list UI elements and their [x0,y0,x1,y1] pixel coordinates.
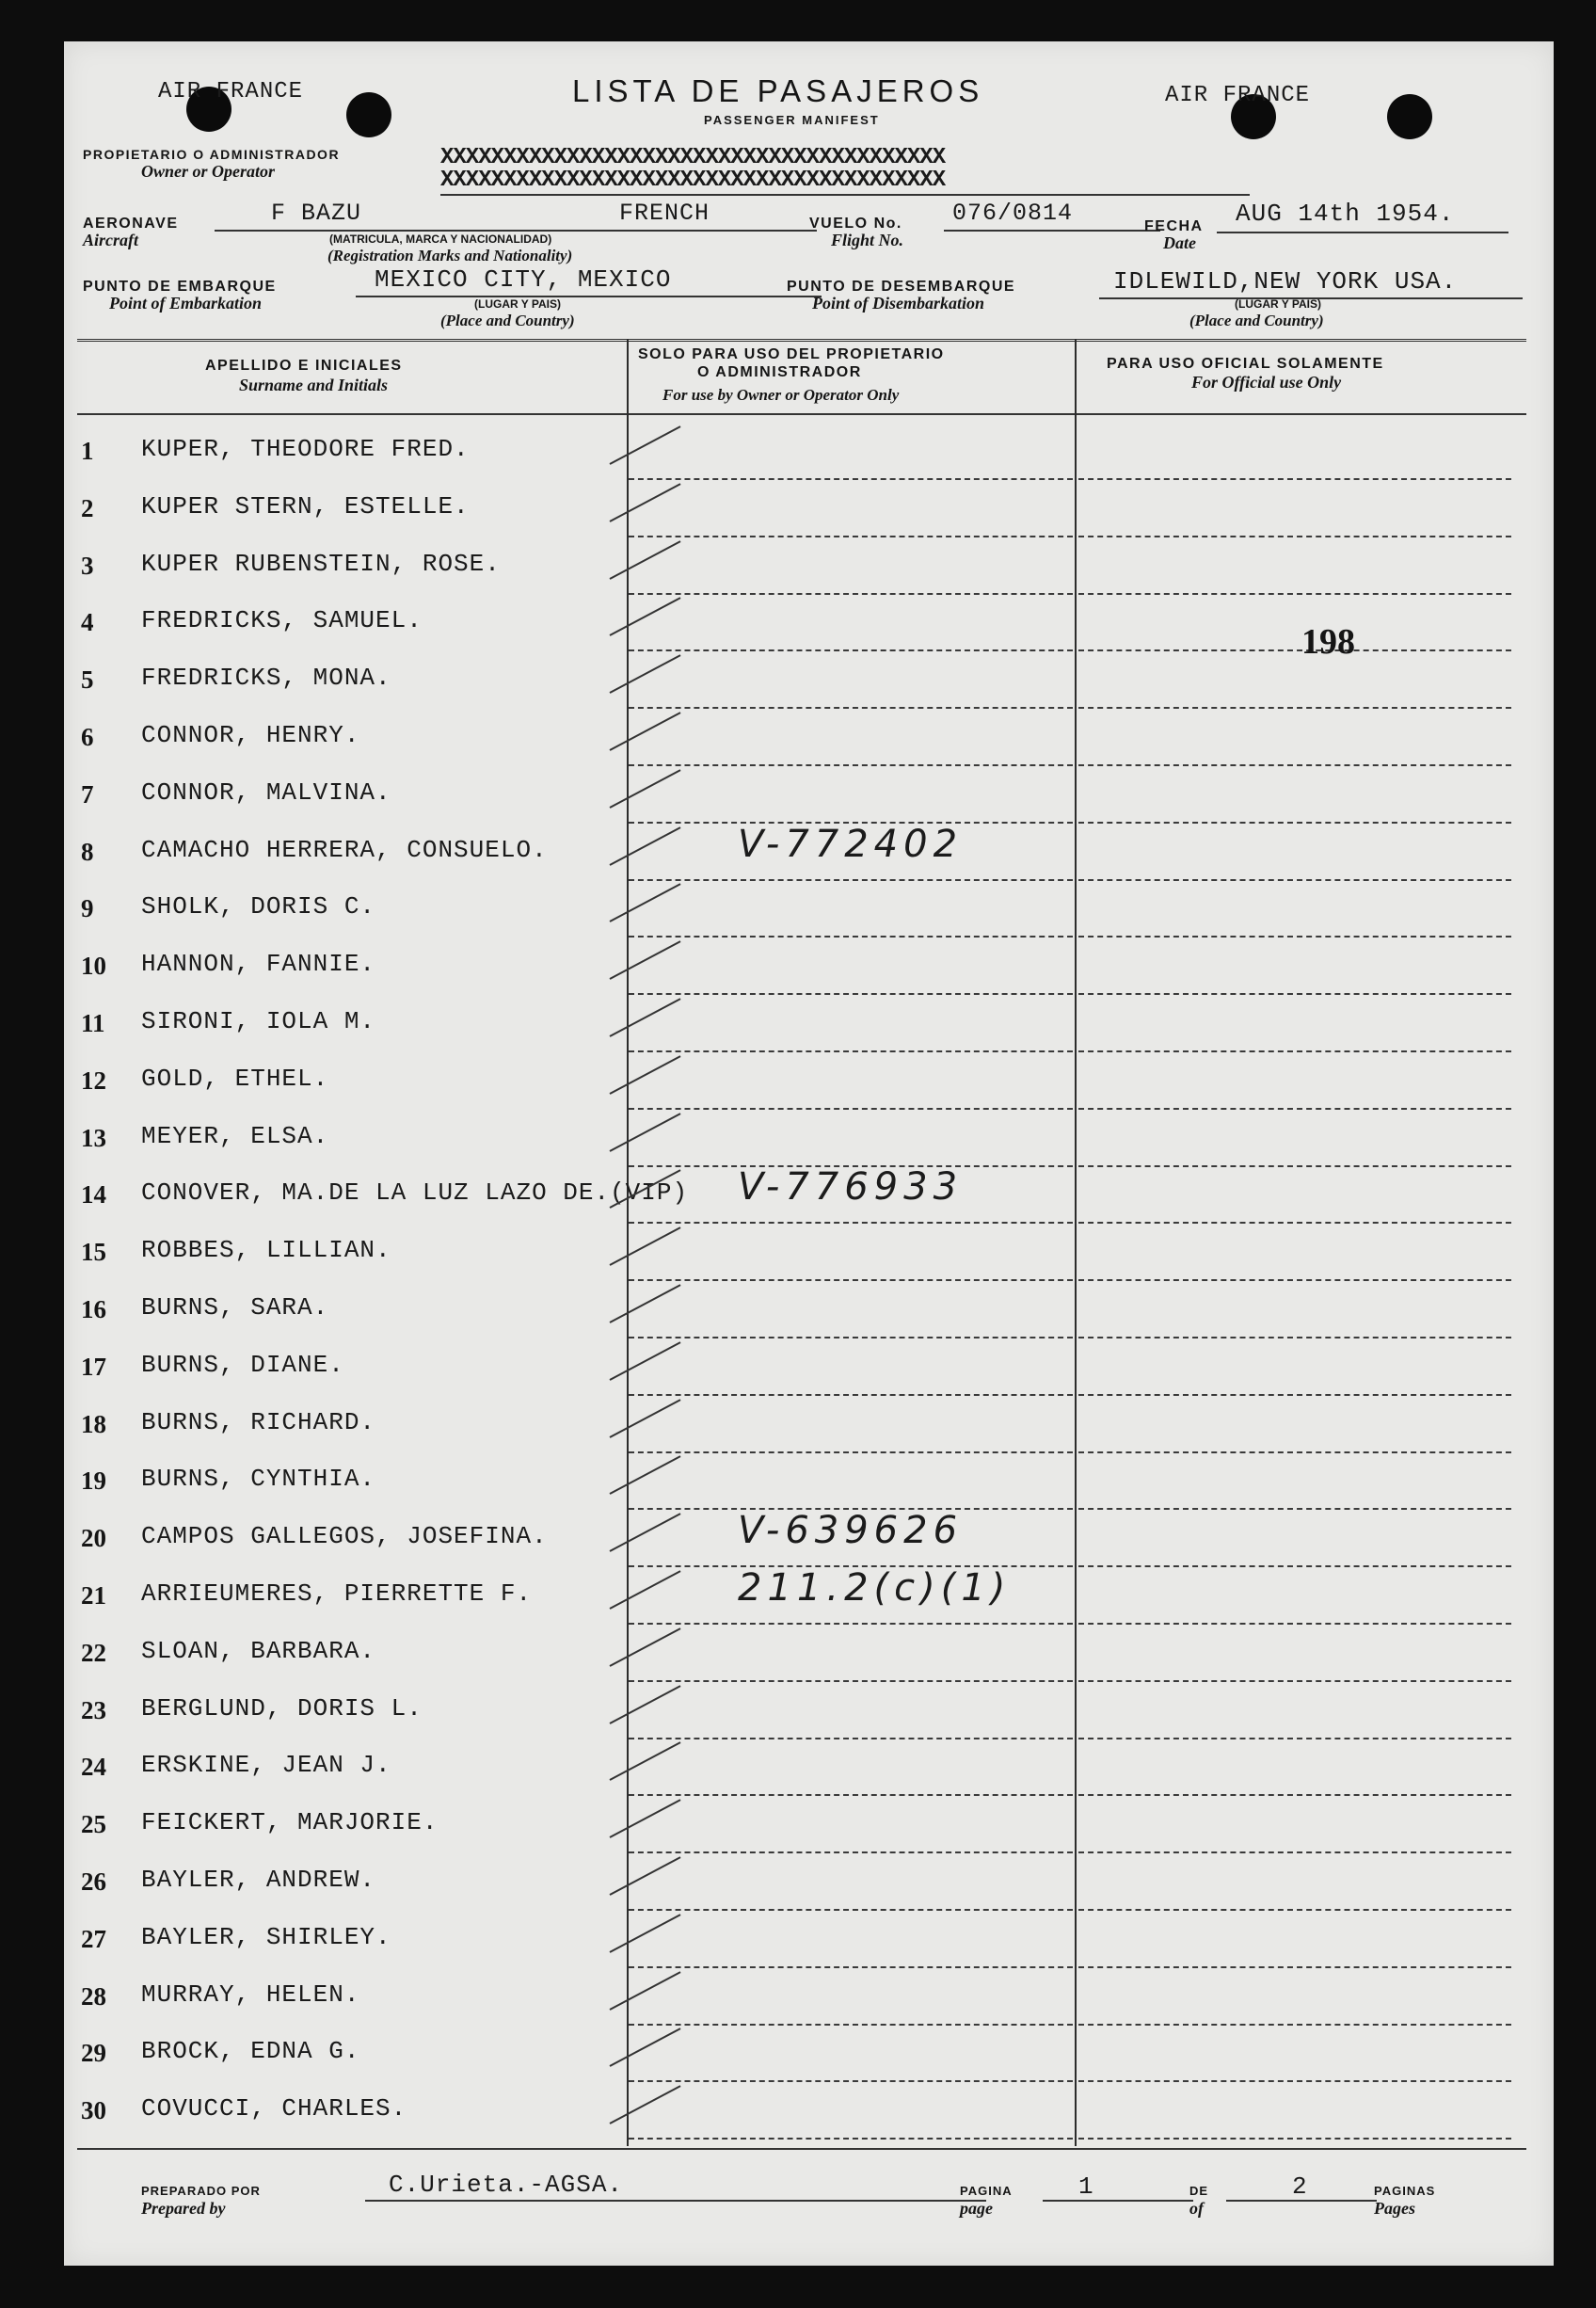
row-rule [629,1050,1073,1052]
punch-hole [346,92,391,137]
row-number: 20 [81,1524,106,1553]
row-rule [1078,1279,1511,1281]
row-rule [1078,2138,1511,2140]
row-number: 9 [81,894,94,923]
row-rule [629,536,1073,537]
passenger-name: BERGLUND, DORIS L. [141,1693,423,1723]
col2-header-en: For use by Owner or Operator Only [662,386,900,404]
check-mark [610,884,681,923]
col2-header-2: O ADMINISTRADOR [697,364,862,380]
row-rule [1078,2080,1511,2082]
row-number: 14 [81,1180,106,1210]
passenger-name: CONNOR, MALVINA. [141,777,391,807]
row-rule [1078,822,1511,824]
passenger-name: SLOAN, BARBARA. [141,1636,376,1665]
passenger-name: FREDRICKS, SAMUEL. [141,606,423,635]
row-rule [1078,1565,1511,1567]
row-rule [1078,2024,1511,2026]
row-rule [629,936,1073,938]
check-mark [610,1341,681,1381]
row-rule [1078,1738,1511,1739]
total-pages: 2 [1292,2172,1308,2201]
row-rule [1078,1909,1511,1911]
row-number: 11 [81,1009,105,1037]
prepared-underline [365,2200,986,2202]
row-rule [629,1394,1073,1396]
row-rule [629,1108,1073,1110]
row-number: 15 [81,1238,106,1267]
row-number: 6 [81,723,94,751]
page-number: 1 [1078,2172,1094,2201]
passenger-name: KUPER, THEODORE FRED. [141,435,470,463]
passenger-name: CONNOR, HENRY. [141,721,360,749]
handwritten-note: V-776933 [738,1165,964,1210]
row-rule [629,478,1073,480]
row-rule [629,879,1073,881]
row-rule [1078,879,1511,881]
row-rule [629,1794,1073,1796]
page-underline [1043,2200,1193,2202]
row-rule [1078,1165,1511,1167]
of-label-en: of [1189,2199,1204,2218]
stamp-number: 198 [1301,622,1355,662]
aircraft-nationality: FRENCH [619,200,710,227]
row-number: 21 [81,1581,106,1610]
row-number: 18 [81,1409,106,1438]
row-rule [1078,1508,1511,1510]
row-rule [629,1738,1073,1739]
row-rule [629,593,1073,595]
row-number: 4 [81,608,94,637]
date-label-en: Date [1163,233,1196,252]
row-number: 12 [81,1066,106,1095]
disembark-place: IDLEWILD,NEW YORK USA. [1113,267,1458,296]
row-rule [1078,707,1511,709]
row-rule [1078,649,1511,651]
row-rule [1078,536,1511,537]
handwritten-note: 211.2(c)(1) [738,1566,1012,1610]
row-number: 29 [81,2039,106,2068]
aircraft-label: AERONAVE [83,216,179,232]
passenger-name: CONOVER, MA.DE LA LUZ LAZO DE.(VIP) [141,1178,689,1208]
row-rule [629,1909,1073,1911]
disembark-label: PUNTO DE DESEMBARQUE [787,279,1016,295]
owner-underline [440,194,1250,196]
passenger-name: MURRAY, HELEN. [141,1979,360,2009]
row-rule [1078,1794,1511,1796]
check-mark [610,598,681,637]
row-rule [1078,764,1511,766]
row-rule [1078,1451,1511,1453]
row-number: 3 [81,551,94,580]
passenger-name: FREDRICKS, MONA. [141,664,391,693]
check-mark [610,826,681,866]
flight-number: 076/0814 [952,200,1074,227]
check-mark [610,1113,681,1152]
check-mark [610,1513,681,1552]
row-number: 22 [81,1638,106,1667]
passenger-name: BROCK, EDNA G. [141,2037,360,2066]
col1-header-en: Surname and Initials [239,376,389,394]
row-number: 30 [81,2096,106,2125]
flight-date: AUG 14th 1954. [1236,200,1455,228]
check-mark [610,1914,681,1953]
passenger-name: BURNS, RICHARD. [141,1407,376,1436]
row-number: 27 [81,1924,106,1953]
page-label-en: page [960,2199,993,2218]
pages-label-en: Pages [1374,2199,1415,2218]
passenger-name: MEYER, ELSA. [141,1121,329,1150]
row-rule [629,993,1073,995]
row-number: 8 [81,837,94,866]
passenger-name: KUPER STERN, ESTELLE. [141,491,470,521]
check-mark [610,1570,681,1610]
passenger-name: ROBBES, LILLIAN. [141,1236,391,1265]
check-mark [610,1627,681,1667]
aircraft-underline [215,230,817,232]
row-rule [629,649,1073,651]
check-mark [610,654,681,694]
passenger-name: CAMPOS GALLEGOS, JOSEFINA. [141,1522,548,1551]
table-top-rule [77,339,1526,342]
row-rule [629,1451,1073,1453]
row-rule [629,1966,1073,1968]
col1-header: APELLIDO E INICIALES [205,358,403,374]
check-mark [610,1971,681,2011]
row-number: 1 [81,437,94,465]
row-rule [1078,993,1511,995]
row-rule [629,1279,1073,1281]
row-rule [629,1623,1073,1625]
check-mark [610,1685,681,1724]
check-mark [610,540,681,580]
row-rule [629,707,1073,709]
passenger-name: ARRIEUMERES, PIERRETTE F. [141,1579,533,1608]
row-rule [629,2138,1073,2140]
disembark-sub: (LUGAR Y PAIS) [1235,297,1322,311]
pages-label: PAGINAS [1374,2184,1436,2198]
row-number: 28 [81,1981,106,2011]
check-mark [610,425,681,465]
embark-underline [356,296,822,297]
row-number: 13 [81,1123,106,1152]
row-number: 10 [81,952,106,981]
aircraft-sub: (MATRICULA, MARCA Y NACIONALIDAD) [329,232,552,246]
row-rule [629,1337,1073,1338]
column-divider [627,339,629,2146]
handwritten-note: V-639626 [738,1509,964,1553]
check-mark [610,1226,681,1266]
flight-label-en: Flight No. [831,231,904,249]
footer-rule [77,2148,1526,2150]
check-mark [610,1284,681,1323]
passenger-name: GOLD, ETHEL. [141,1064,329,1093]
check-mark [610,1399,681,1438]
page-subtitle: PASSENGER MANIFEST [704,113,880,127]
row-rule [1078,1394,1511,1396]
embark-sub-en: (Place and Country) [440,312,575,329]
table-header-rule [77,413,1526,415]
date-underline [1217,232,1508,233]
manifest-sheet [64,41,1554,2266]
passenger-name: COVUCCI, CHARLES. [141,2094,407,2124]
col3-header-en: For Official use Only [1191,373,1342,392]
row-rule [1078,1680,1511,1682]
passenger-name: SHOLK, DORIS C. [141,892,376,922]
row-number: 7 [81,779,94,809]
row-rule [1078,1337,1511,1338]
punch-hole [1387,94,1432,139]
owner-value-1: XXXXXXXXXXXXXXXXXXXXXXXXXXXXXXXXXXXXXXXX [440,145,946,170]
aircraft-registration: F BAZU [271,200,362,227]
row-number: 16 [81,1295,106,1323]
prepared-label: PREPARADO POR [141,2184,261,2198]
row-rule [1078,1851,1511,1853]
row-rule [1078,593,1511,595]
row-rule [1078,1966,1511,1968]
row-number: 19 [81,1467,106,1496]
row-rule [629,764,1073,766]
check-mark [610,1456,681,1496]
check-mark [610,998,681,1037]
aircraft-label-en: Aircraft [83,231,139,249]
owner-label: PROPIETARIO O ADMINISTRADOR [83,147,341,162]
embark-sub: (LUGAR Y PAIS) [474,297,562,311]
row-number: 2 [81,493,94,522]
prepared-label-en: Prepared by [141,2199,226,2218]
passenger-name: BAYLER, SHIRLEY. [141,1922,391,1951]
passenger-name: SIRONI, IOLA M. [141,1007,376,1035]
flight-underline [944,230,1160,232]
row-number: 24 [81,1753,106,1782]
passenger-name: CAMACHO HERRERA, CONSUELO. [141,835,548,864]
passenger-name: BURNS, SARA. [141,1293,329,1322]
row-number: 26 [81,1867,106,1896]
page-title: LISTA DE PASAJEROS [572,73,984,108]
col3-header: PARA USO OFICIAL SOLAMENTE [1107,356,1384,372]
row-rule [1078,1108,1511,1110]
row-number: 25 [81,1810,106,1839]
row-rule [629,2080,1073,2082]
prepared-by: C.Urieta.-AGSA. [389,2171,624,2199]
check-mark [610,769,681,809]
check-mark [610,2028,681,2068]
row-rule [629,1851,1073,1853]
passenger-name: ERSKINE, JEAN J. [141,1751,391,1780]
disembark-label-en: Point of Disembarkation [812,294,985,313]
row-rule [1078,1050,1511,1052]
passenger-name: FEICKERT, MARJORIE. [141,1808,439,1837]
flight-label: VUELO No. [809,216,902,232]
passenger-name: BURNS, DIANE. [141,1350,344,1379]
owner-value-2: XXXXXXXXXXXXXXXXXXXXXXXXXXXXXXXXXXXXXXXX [440,168,946,193]
airline-left: AIR FRANCE [158,79,304,104]
col2-header-1: SOLO PARA USO DEL PROPIETARIO [638,346,945,362]
row-rule [1078,478,1511,480]
owner-label-en: Owner or Operator [141,162,276,181]
aircraft-sub-en: (Registration Marks and Nationality) [327,247,573,264]
date-label: FECHA [1144,218,1204,234]
check-mark [610,483,681,522]
handwritten-note: V-772402 [738,822,964,866]
passenger-name: KUPER RUBENSTEIN, ROSE. [141,549,501,578]
disembark-sub-en: (Place and Country) [1189,312,1324,329]
embark-label-en: Point of Embarkation [109,294,263,313]
row-number: 5 [81,665,94,695]
passenger-name: HANNON, FANNIE. [141,950,376,979]
embark-place: MEXICO CITY, MEXICO [375,265,672,294]
check-mark [610,1799,681,1838]
row-rule [1078,936,1511,938]
row-rule [629,1680,1073,1682]
page-label: PAGINA [960,2184,1013,2198]
row-rule [629,1222,1073,1224]
row-rule [1078,1222,1511,1224]
row-number: 17 [81,1352,106,1381]
column-divider [1075,339,1077,2146]
of-label: DE [1189,2184,1209,2198]
check-mark [610,2085,681,2124]
check-mark [610,1055,681,1095]
check-mark [610,1742,681,1782]
passenger-name: BAYLER, ANDREW. [141,1866,376,1894]
check-mark [610,940,681,980]
of-underline [1226,2200,1377,2202]
embark-label: PUNTO DE EMBARQUE [83,279,277,295]
row-rule [1078,1623,1511,1625]
row-rule [629,2024,1073,2026]
row-number: 23 [81,1695,106,1724]
passenger-name: BURNS, CYNTHIA. [141,1465,376,1494]
airline-right: AIR FRANCE [1165,83,1311,108]
check-mark [610,712,681,751]
check-mark [610,1856,681,1896]
